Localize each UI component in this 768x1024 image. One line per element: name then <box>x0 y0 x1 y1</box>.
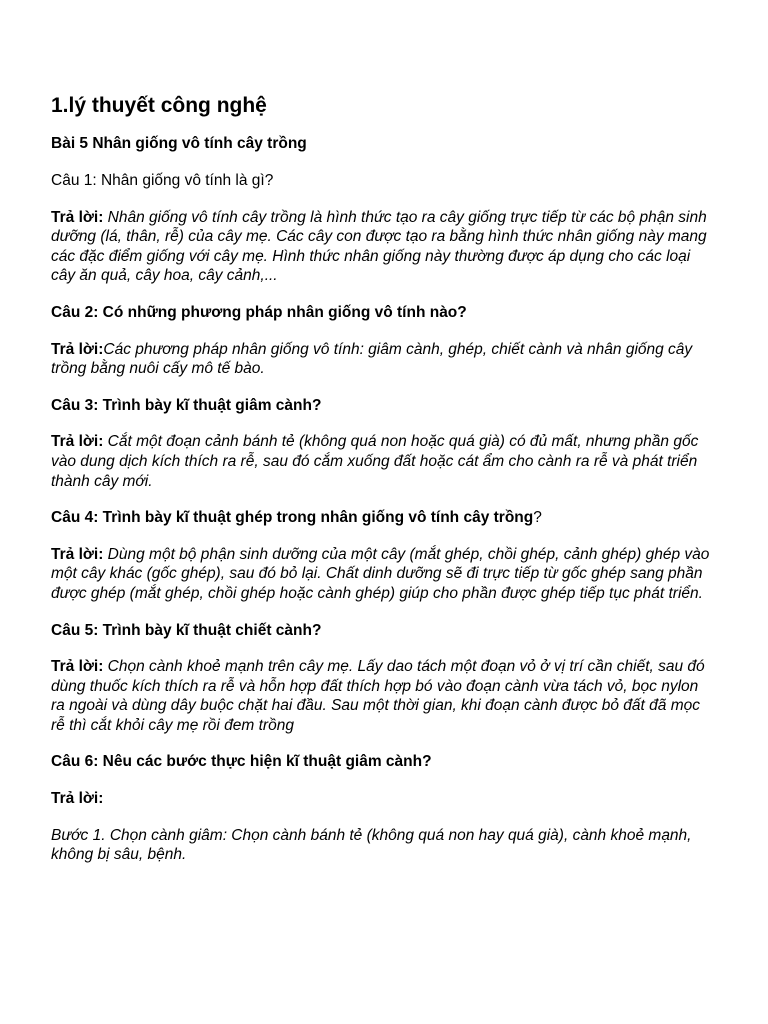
answer-text: Cắt một đoạn cảnh bánh tẻ (không quá non hoặc quá già) có đủ mất, nhưng phần gốc vào dung dịch kích thích ra rễ, sau đó cắm xuống đất hoặc cát ẩm cho cành ra rễ và phát triển thành cây mới. <box>51 433 699 490</box>
question-text: Câu 4: Trình bày kĩ thuật ghép trong nhân giống vô tính cây trồng <box>51 509 534 527</box>
answer-text: Các phương pháp nhân giống vô tính: giâm cành, ghép, chiết cành và nhân giống cây trồng bằng nuôi cấy mô tế bào. <box>51 340 693 378</box>
answer-1 <box>51 208 716 286</box>
answer-label: Trả lời: <box>51 433 104 451</box>
step-1 <box>51 826 716 865</box>
answer-3 <box>51 432 716 491</box>
answer-4 <box>51 545 716 604</box>
lesson-title: Bài 5 Nhân giống vô tính cây trồng <box>51 135 307 152</box>
answer-6 <box>51 789 716 809</box>
answer-text: Nhân giống vô tính cây trồng là hình thức tạo ra cây giống trực tiếp từ các bộ phận sinh dưỡng (lá, thân, rễ) của cây mẹ. Các cây con được tạo ra bằng hình thức nhân giống này mang các đặc điểm giống với cây mẹ. Hình thức nhân giống này thường được áp dụng cho các loại cây ăn quả, cây hoa, cây cảnh,... <box>51 208 707 285</box>
answer-text: Chọn cành khoẻ mạnh trên cây mẹ. Lấy dao tách một đoạn vỏ ở vị trí cần chiết, sau đó dùng thuốc kích thích ra rễ và hỗn hợp đất thích hợp bó vào đoạn cành vừa tách vỏ, bọc nylon ra ngoài và dùng dây buộc chặt hai đầu. Sau một thời gian, khi đoạn cành được bỏ đất đã mọc rễ thì cắt khỏi cây mẹ rồi đem trồng <box>51 658 705 734</box>
question-6: Câu 6: Nêu các bước thực hiện kĩ thuật giâm cành? <box>51 753 432 771</box>
document-page <box>51 92 716 882</box>
answer-2 <box>51 340 716 379</box>
question-3: Câu 3: Trình bày kĩ thuật giâm cành? <box>51 396 322 414</box>
question-mark: ? <box>533 509 542 527</box>
question-4 <box>51 508 716 528</box>
answer-label: Trả lời: <box>51 545 104 563</box>
answer-label: Trả lời: <box>51 340 104 358</box>
page-title: 1.lý thuyết công nghệ <box>51 94 267 117</box>
step-1-text: Bước 1. Chọn cành giâm: Chọn cành bánh tẻ (không quá non hay quá già), cành khoẻ mạnh, không bị sâu, bệnh. <box>51 826 692 864</box>
answer-label: Trả lời: <box>51 790 104 808</box>
question-2: Câu 2: Có những phương pháp nhân giống vô tính nào? <box>51 303 467 321</box>
answer-label: Trả lời: <box>51 658 104 676</box>
answer-label: Trả lời: <box>51 208 104 226</box>
question-5: Câu 5: Trình bày kĩ thuật chiết cành? <box>51 621 322 639</box>
answer-text: Dùng một bộ phận sinh dưỡng của một cây (mắt ghép, chồi ghép, cảnh ghép) ghép vào một cây khác (gốc ghép), sau đó bỏ lại. Chất dinh dưỡng sẽ đi trực tiếp từ gốc ghép sang phần được ghép (mắt ghép, chồi ghép hoặc cành ghép) giúp cho phần được ghép tiếp tục phát triển. <box>51 545 710 602</box>
question-1: Câu 1: Nhân giống vô tính là gì? <box>51 172 274 189</box>
answer-5 <box>51 657 716 735</box>
